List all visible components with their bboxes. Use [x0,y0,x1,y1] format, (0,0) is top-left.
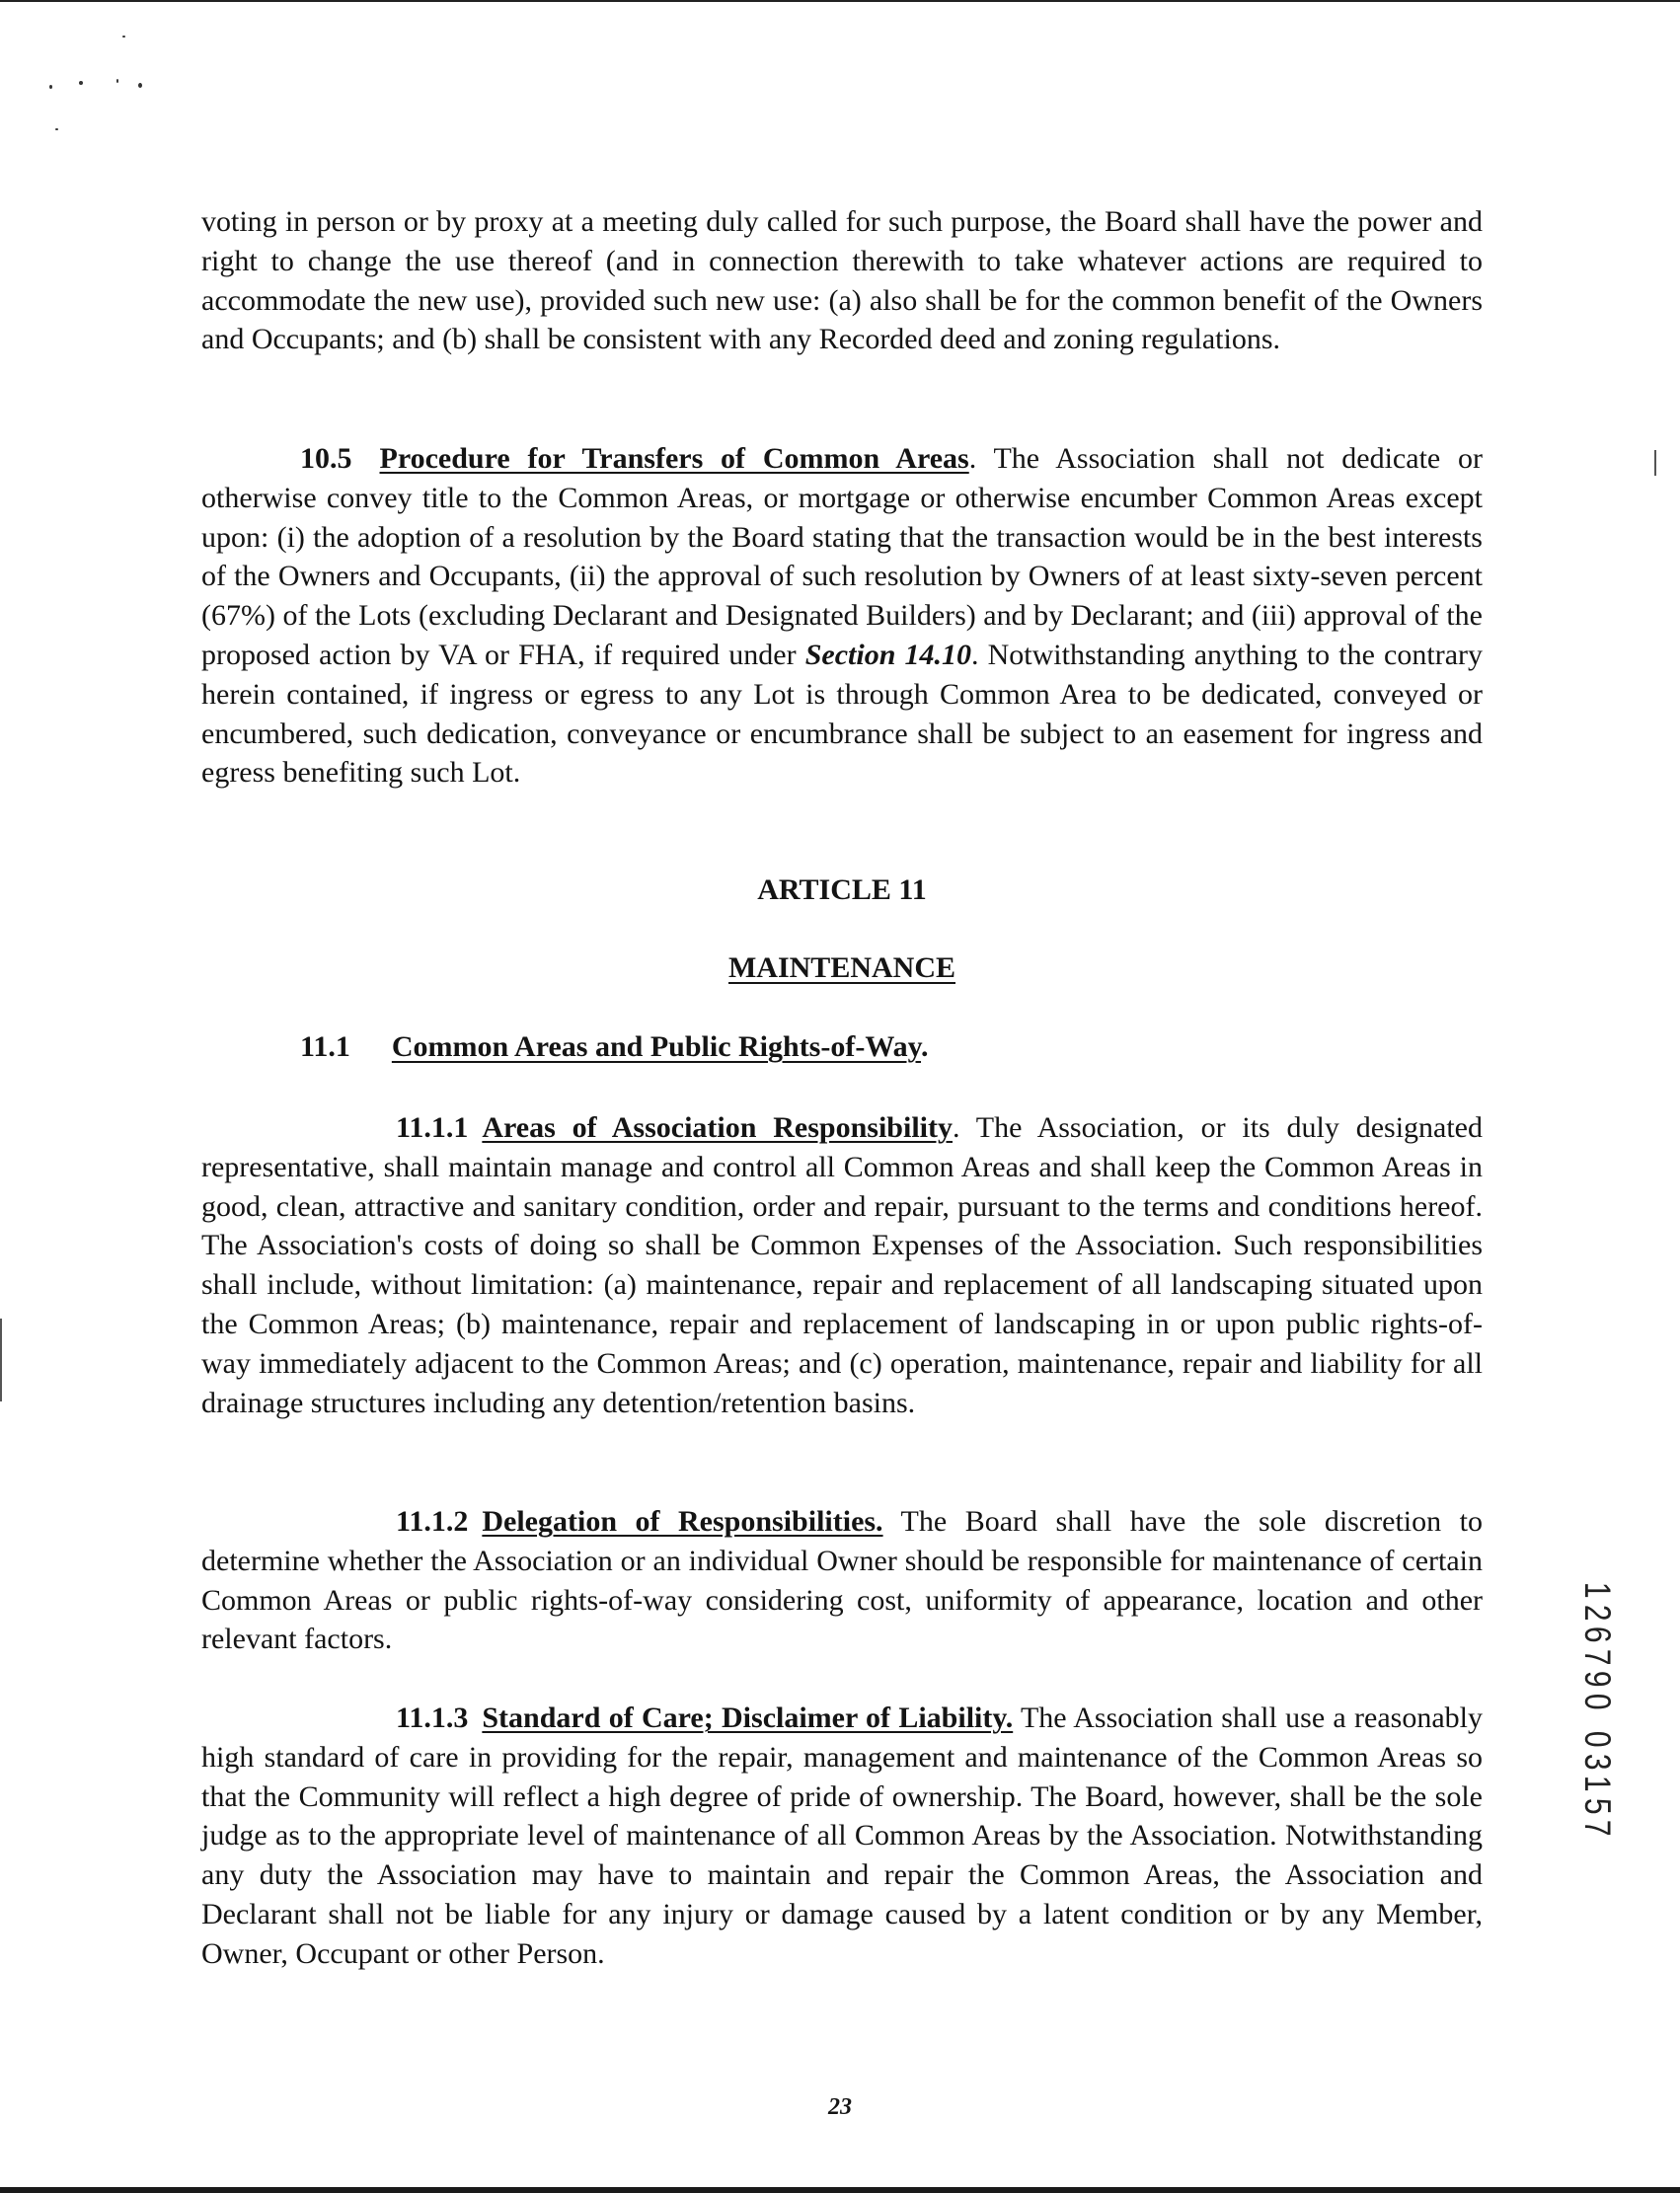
section-11-1-1 [201,1108,1483,1422]
margin-recording-code [1576,1579,1618,1840]
section-11-1 [300,1030,929,1064]
section-10-5 [201,439,1483,793]
margin-code-digit: 3 [1576,1753,1618,1771]
section-heading: Common Areas and Public Rights-of-Way [391,1030,922,1063]
section-number: 11.1 [300,1030,350,1063]
section-text: . The Association, or its duly designated representative, shall maintain manage and control all Common Areas and shall keep the Common Areas in good, clean, attractive and sanitary condition, order and repair, pursuant to the terms and conditions hereof. The Association's costs of doing so shall be Common Expenses of the Association. Such responsibilities shall include, without limitation: (a) maintenance, repair and replacement of all landscaping situated upon the Common Areas; (b) maintenance, repair and replacement of landscaping in or upon public rights-of-way immediately adjacent to the Common Areas; and (c) operation, maintenance, repair and liability for all drainage structures including any detention/retention basins. [201,1111,1484,1419]
scan-speck [138,83,142,88]
margin-code-digit: 0 [1576,1693,1618,1710]
section-heading: Procedure for Transfers of Common Areas [379,442,969,475]
margin-code-digit: 9 [1576,1670,1618,1688]
section-number: 11.1.1 [396,1111,469,1144]
scan-edge-top [0,0,1680,2]
scan-speck [79,81,83,85]
scan-speck [55,128,58,130]
margin-code-digit: 5 [1576,1797,1618,1815]
section-11-1-3 [201,1699,1483,1974]
scan-edge-mark [1654,450,1656,476]
scan-edge-mark [0,1319,2,1401]
margin-code-digit: 7 [1576,1648,1618,1666]
section-heading: Standard of Care; Disclaimer of Liability. [482,1701,1014,1734]
section-number: 10.5 [300,442,352,475]
section-text: The Association shall use a reasonably high standard of care in providing for the repair, management and maintenance of the Common Areas so that the Community will reflect a high degree of pride of ownership. The Board, however, shall be the sole judge as to the appropriate level of maintenance of all Common Areas by the Association. Notwithstanding any duty the Association may have to maintain and repair the Common Areas, the Association and Declarant shall not be liable for any injury or damage caused by a latent condition or by any Member, Owner, Occupant or other Person. [201,1701,1483,1970]
section-number: 11.1.3 [396,1701,469,1734]
scan-speck [49,85,52,89]
paragraph-continuation: voting in person or by proxy at a meeting duly called for such purpose, the Board shall have the power and right to change the use thereof (and in connection therewith to take whatever actions are required to accommodate the new use), provided such new use: (a) also shall be for the common benefit of the Owners and Occupants; and (b) shall be consistent with any Recorded deed and zoning regulations. [201,205,1483,356]
margin-code-digit: 1 [1576,1775,1618,1792]
margin-code-digit: 0 [1576,1730,1618,1748]
article-title-text: MAINTENANCE [727,951,955,984]
section-text: . The Association shall not dedicate or otherwise convey title to the Common Areas, or mortgage or otherwise encumber Common Areas except upon: (i) the adoption of a resolution by the Board stating that the transaction would be in the best interests of the Owners and Occupants, (ii) the approval of such resolution by Owners of at least sixty-seven percent (67%) of the Lots (excluding Declarant and Designated Builders) and by Declarant; and (iii) approval of the proposed action by VA or FHA, if required under [201,442,1484,671]
margin-code-digits-2 [1576,1728,1618,1840]
section-heading-period: . [921,1030,929,1063]
article-label: ARTICLE 11 [757,873,927,906]
section-text: . Notwithstanding anything to the contrary herein contained, if ingress or egress to any Lot is through Common Area to be dedicated, conveyed or encumbered, such dedication, conveyance or encumbrance shall be subject to an easement for ingress and egress benefiting such Lot. [201,638,1484,790]
scan-edge-bottom [0,2187,1680,2193]
scan-speck [116,79,118,83]
margin-code-digit: 7 [1576,1819,1618,1837]
margin-code-digit: 2 [1576,1604,1618,1622]
section-11-1-2 [201,1502,1483,1659]
section-heading: Areas of Association Responsibility [482,1111,953,1144]
scan-speck [122,36,125,38]
margin-code-digits-1 [1576,1579,1618,1712]
article-title [201,951,1483,985]
section-heading: Delegation of Responsibilities. [482,1505,883,1538]
page-number: 23 [828,2094,852,2120]
section-reference: Section 14.10 [804,638,971,671]
section-number: 11.1.2 [396,1505,469,1538]
section-text: The Board shall have the sole discretion to determine whether the Association or an individual Owner should be responsible for maintenance of certain Common Areas or public rights-of-way considering cost, uniformity of appearance, location and other relevant factors. [201,1505,1483,1656]
margin-code-digit: 6 [1576,1626,1618,1643]
margin-code-digit: 1 [1576,1581,1618,1599]
